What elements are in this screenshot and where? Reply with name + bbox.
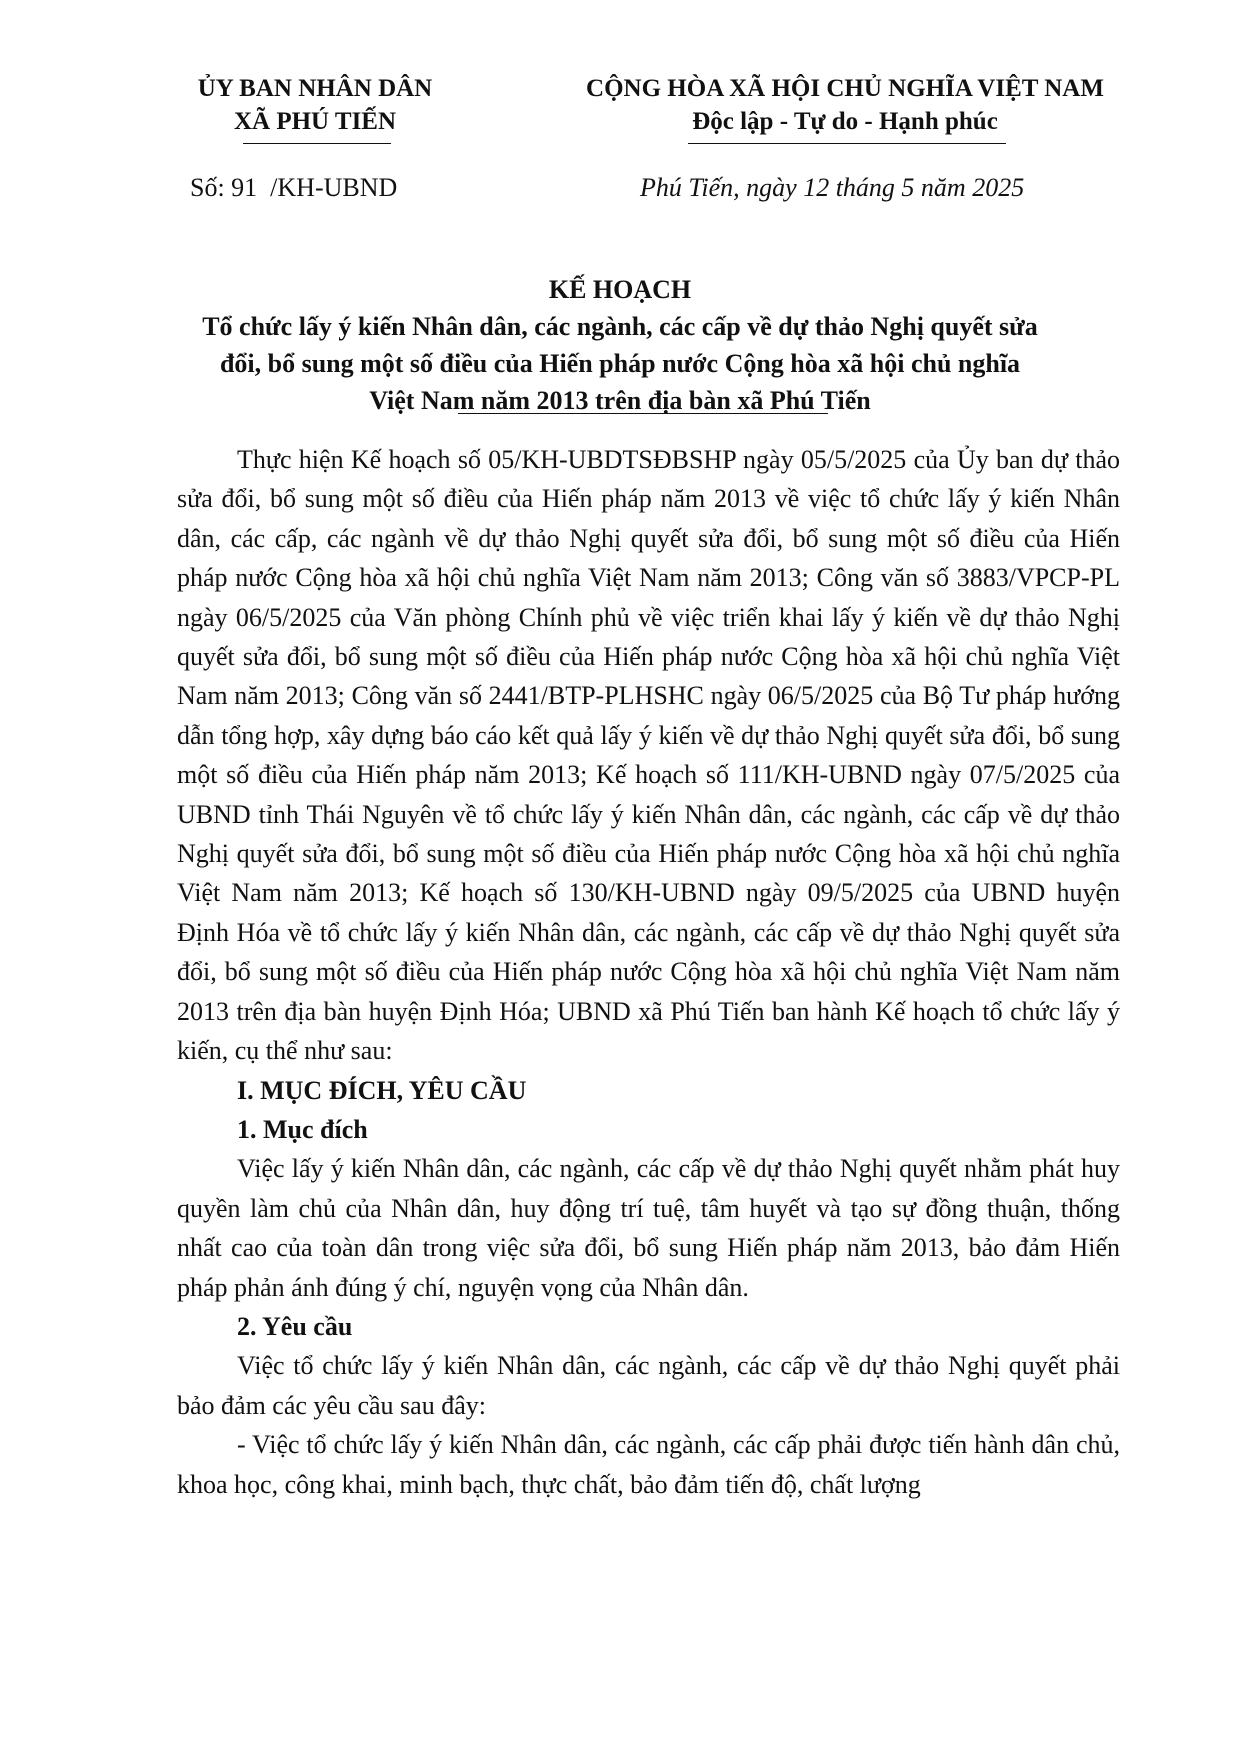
agency-line-2: XÃ PHÚ TIẾN bbox=[233, 108, 397, 135]
document-number: Số: 91 /KH-UBND bbox=[190, 173, 398, 202]
issuing-agency bbox=[155, 72, 475, 138]
motto: Độc lập - Tự do - Hạnh phúc bbox=[692, 108, 998, 135]
agency-line-1: ỦY BAN NHÂN DÂN bbox=[197, 75, 433, 102]
title-main: KẾ HOẠCH bbox=[548, 275, 692, 304]
requirement-bullet-1: - Việc tổ chức lấy ý kiến Nhân dân, các ngành, các cấp phải được tiến hành dân chủ, khoa học, công khai, minh bạch, thực chất, bảo đảm tiến độ, chất lượng bbox=[177, 1430, 1120, 1499]
section-heading-1: I. MỤC ĐÍCH, YÊU CẦU bbox=[237, 1075, 527, 1105]
agency-underline bbox=[243, 143, 391, 144]
requirements-paragraph: Việc tổ chức lấy ý kiến Nhân dân, các ngành, các cấp về dự thảo Nghị quyết phải bảo đảm các yêu cầu sau đây: bbox=[177, 1351, 1120, 1420]
document-title bbox=[150, 271, 1090, 419]
purpose-paragraph: Việc lấy ý kiến Nhân dân, các ngành, các cấp về dự thảo Nghị quyết nhằm phát huy quyền làm chủ của Nhân dân, huy động trí tuệ, tâm huyết và tạo sự đồng thuận, thống nhất cao của toàn dân trong việc sửa đổi, bổ sung Hiến pháp năm 2013, bảo đảm Hiến pháp phản ánh đúng ý chí, nguyện vọng của Nhân dân. bbox=[177, 1154, 1120, 1302]
intro-paragraph: Thực hiện Kế hoạch số 05/KH-UBDTSĐBSHP ngày 05/5/2025 của Ủy ban dự thảo sửa đổi, bổ sung một số điều của Hiến pháp năm 2013 về việc tổ chức lấy ý kiến Nhân dân, các cấp, các ngành về dự thảo Nghị quyết sửa đổi, bổ sung một số điều của Hiến pháp nước Cộng hòa xã hội chủ nghĩa Việt Nam năm 2013; Công văn số 3883/VPCP-PL ngày 06/5/2025 của Văn phòng Chính phủ về việc triển khai lấy ý kiến về dự thảo Nghị quyết sửa đổi, bổ sung một số điều của Hiến pháp nước Cộng hòa xã hội chủ nghĩa Việt Nam năm 2013; Công văn số 2441/BTP-PLHSHC ngày 06/5/2025 của Bộ Tư pháp hướng dẫn tổng hợp, xây dựng báo cáo kết quả lấy ý kiến về dự thảo Nghị quyết sửa đổi, bổ sung một số điều của Hiến pháp năm 2013; Kế hoạch số 111/KH-UBND ngày 07/5/2025 của UBND tỉnh Thái Nguyên về tổ chức lấy ý kiến Nhân dân, các ngành, các cấp về dự thảo Nghị quyết sửa đổi, bổ sung một số điều của Hiến pháp nước Cộng hòa xã hội chủ nghĩa Việt Nam năm 2013; Kế hoạch số 130/KH-UBND ngày 09/5/2025 của UBND huyện Định Hóa về tổ chức lấy ý kiến Nhân dân, các ngành, các cấp về dự thảo Nghị quyết sửa đổi, bổ sung một số điều của Hiến pháp nước Cộng hòa xã hội chủ nghĩa Việt Nam năm 2013 trên địa bàn huyện Định Hóa; UBND xã Phú Tiến ban hành Kế hoạch tổ chức lấy ý kiến, cụ thể như sau: bbox=[177, 445, 1120, 1066]
title-underline bbox=[458, 413, 828, 414]
title-line-3: Việt Nam năm 2013 trên địa bàn xã Phú Tiến bbox=[369, 386, 871, 415]
document-body bbox=[177, 440, 1120, 1504]
motto-underline bbox=[688, 143, 1006, 144]
title-line-1: Tổ chức lấy ý kiến Nhân dân, các ngành, các cấp về dự thảo Nghị quyết sửa bbox=[202, 312, 1038, 341]
country-name: CỘNG HÒA XÃ HỘI CHỦ NGHĨA VIỆT NAM bbox=[586, 75, 1104, 102]
subsection-heading-purpose: 1. Mục đích bbox=[237, 1114, 368, 1144]
national-motto bbox=[540, 72, 1150, 138]
title-line-2: đổi, bổ sung một số điều của Hiến pháp nước Cộng hòa xã hội chủ nghĩa bbox=[219, 349, 1021, 378]
subsection-heading-requirements: 2. Yêu cầu bbox=[237, 1311, 353, 1341]
place-date: Phú Tiến, ngày 12 tháng 5 năm 2025 bbox=[640, 173, 1025, 202]
